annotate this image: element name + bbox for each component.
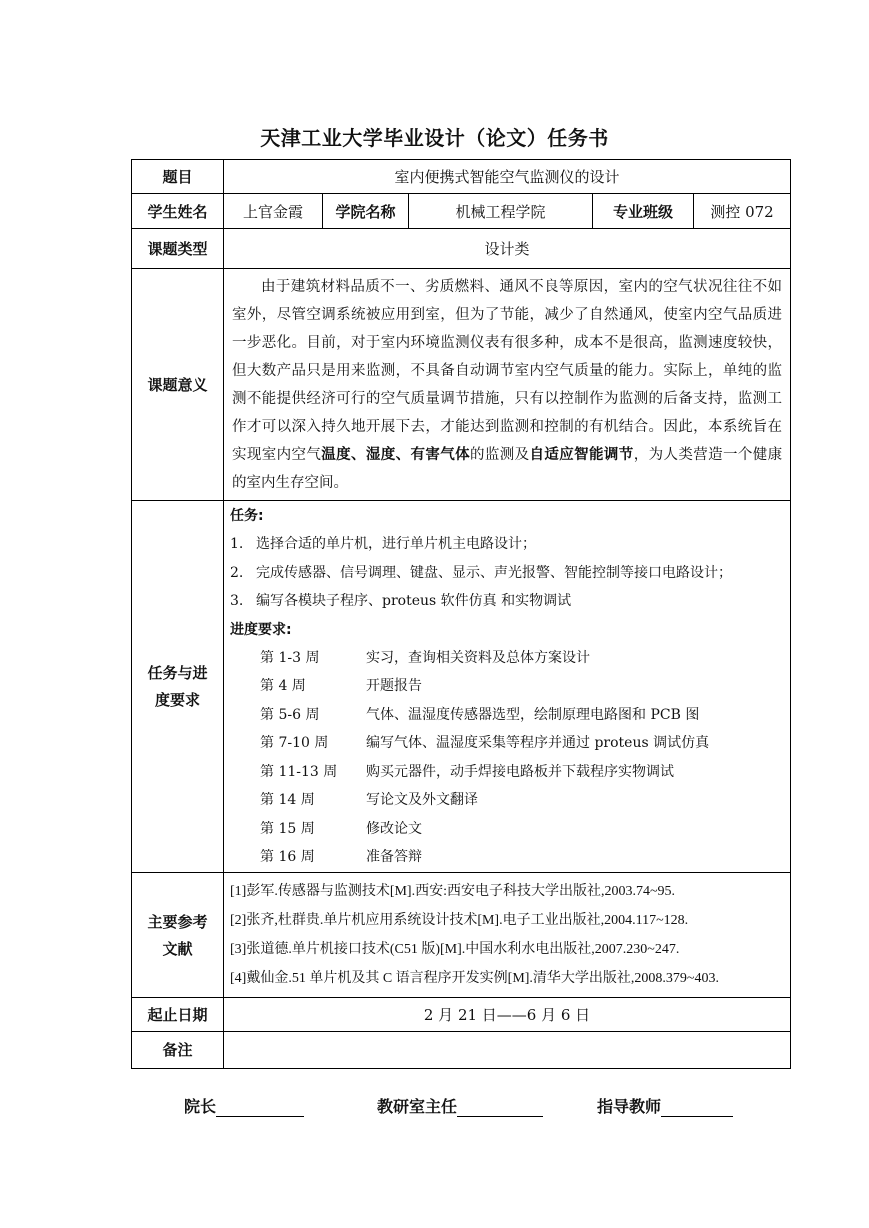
tasks-label-line1: 任务与进 <box>147 664 208 683</box>
school-value: 机械工程学院 <box>409 194 593 229</box>
schedule-item <box>230 843 784 872</box>
major-label: 专业班级 <box>593 194 694 229</box>
references-label <box>132 872 224 997</box>
remarks-label: 备注 <box>132 1031 224 1068</box>
schedule-week: 第 7-10 周 <box>260 735 329 751</box>
tasks-label-line2: 度要求 <box>154 691 200 710</box>
dates-value: 2 月 21 日——6 月 6 日 <box>224 997 791 1031</box>
references-cell <box>224 872 791 997</box>
director-signature-line <box>457 1098 543 1117</box>
task-num: 3. <box>230 593 244 609</box>
significance-label: 课题意义 <box>132 269 224 501</box>
task-text: 完成传感器、信号调理、键盘、显示、声光报警、智能控制等接口电路设计； <box>256 564 732 581</box>
schedule-item <box>230 786 784 815</box>
schedule-task: 购买元器件，动手焊接电路板并下载程序实物调试 <box>366 763 674 780</box>
schedule-item <box>230 644 784 673</box>
reference-item: [1]彭军.传感器与监测技术[M].西安:西安电子科技大学出版社,2003.74~95. <box>230 883 676 899</box>
schedule-week: 第 14 周 <box>260 792 315 808</box>
significance-text-1: 由于建筑材料品质不一、劣质燃料、通风不良等原因，室内的空气状况往往不如室外，尽管空调系统被应用到室，但为了节能，减少了自然通风，使室内空气品质进一步恶化。目前，对于室内环境监测仪表有很多种，成本不是很高，监测速度较快，但大数产品只是用来监测，不具备自动调节室内空气质量的能力。实际上，单纯的监测不能提供经济可行的空气质量调节措施，只有以控制作为监测的后备支持，监测工作才可以深入持久地开展下去，才能达到监测和控制的有机结合。因此，本系统旨在实现室内空气 <box>232 278 783 463</box>
reference-item: [4]戴仙金.51 单片机及其 C 语言程序开发实例[M].清华大学出版社,2008.379~403. <box>230 970 720 986</box>
advisor-label: 指导教师 <box>597 1097 662 1116</box>
type-value: 设计类 <box>224 229 791 269</box>
schedule-week: 第 15 周 <box>260 820 315 837</box>
tasks-heading: 任务: <box>230 508 264 524</box>
significance-bold-1: 温度、湿度、有害气体 <box>321 446 471 463</box>
reference-item: [2]张齐,杜群贵.单片机应用系统设计技术[M].电子工业出版社,2004.117~128. <box>230 912 689 928</box>
references-label-line2: 文献 <box>162 939 193 958</box>
tasks-cell <box>224 501 791 873</box>
advisor-signature <box>597 1094 733 1117</box>
major-value: 测控 072 <box>694 194 791 229</box>
schedule-task: 修改论文 <box>366 820 422 837</box>
significance-cell <box>224 269 791 501</box>
remarks-row <box>132 1031 791 1068</box>
significance-bold-2: 自适应智能调节 <box>529 446 634 463</box>
task-form-table <box>131 159 791 1069</box>
schedule-task: 开题报告 <box>366 678 422 694</box>
tasks-label <box>132 501 224 873</box>
task-item <box>230 559 784 588</box>
dean-signature-line <box>216 1098 304 1117</box>
schedule-week: 第 1-3 周 <box>260 649 320 666</box>
references-row <box>132 872 791 997</box>
student-name-label: 学生姓名 <box>132 194 224 229</box>
director-signature <box>377 1094 543 1117</box>
task-num: 2. <box>230 564 244 581</box>
schedule-item <box>230 672 784 701</box>
topic-row <box>132 160 791 194</box>
task-text: 编写各模块子程序、proteus 软件仿真 和实物调试 <box>256 593 572 609</box>
significance-row <box>132 269 791 501</box>
significance-paragraph <box>230 273 784 497</box>
dean-label: 院长 <box>184 1097 217 1116</box>
remarks-value <box>224 1031 791 1068</box>
task-num: 1. <box>230 536 244 552</box>
schedule-task: 编写气体、温湿度采集等程序并通过 proteus 调试仿真 <box>366 735 710 751</box>
dates-row <box>132 997 791 1031</box>
schedule-task: 准备答辩 <box>366 849 422 865</box>
student-name-value: 上官金霞 <box>224 194 323 229</box>
schedule-week: 第 11-13 周 <box>260 763 338 780</box>
reference-item: [3]张道德.单片机接口技术(C51 版)[M].中国水利水电出版社,2007.230~247. <box>230 941 680 957</box>
schedule-item <box>230 701 784 730</box>
dean-signature <box>184 1094 304 1117</box>
schedule-item <box>230 729 784 758</box>
director-label: 教研室主任 <box>377 1097 458 1116</box>
schedule-heading: 进度要求: <box>230 621 292 638</box>
tasks-row <box>132 501 791 873</box>
type-label: 课题类型 <box>132 229 224 269</box>
task-item <box>230 587 784 616</box>
references-label-line1: 主要参考 <box>147 912 208 931</box>
significance-text-2: 的监测及 <box>470 446 530 463</box>
type-row <box>132 229 791 269</box>
dates-label: 起止日期 <box>132 997 224 1031</box>
advisor-signature-line <box>661 1098 733 1117</box>
task-text: 选择合适的单片机，进行单片机主电路设计； <box>256 536 536 552</box>
schedule-task: 实习，查询相关资料及总体方案设计 <box>366 649 590 666</box>
topic-value: 室内便携式智能空气监测仪的设计 <box>224 160 791 194</box>
schedule-task: 气体、温湿度传感器选型，绘制原理电路图和 PCB 图 <box>366 706 700 723</box>
page-title: 天津工业大学毕业设计（论文）任务书 <box>260 126 609 150</box>
schedule-item <box>230 815 784 844</box>
topic-label: 题目 <box>132 160 224 194</box>
schedule-task: 写论文及外文翻译 <box>366 792 478 808</box>
student-row <box>132 194 791 229</box>
schedule-week: 第 5-6 周 <box>260 706 320 723</box>
schedule-item <box>230 758 784 787</box>
significance-text-3: ，为人类营造一个健康的室内生存空间。 <box>232 446 783 491</box>
schedule-week: 第 16 周 <box>260 849 315 865</box>
school-label: 学院名称 <box>323 194 409 229</box>
task-item <box>230 530 784 559</box>
schedule-week: 第 4 周 <box>260 678 306 694</box>
